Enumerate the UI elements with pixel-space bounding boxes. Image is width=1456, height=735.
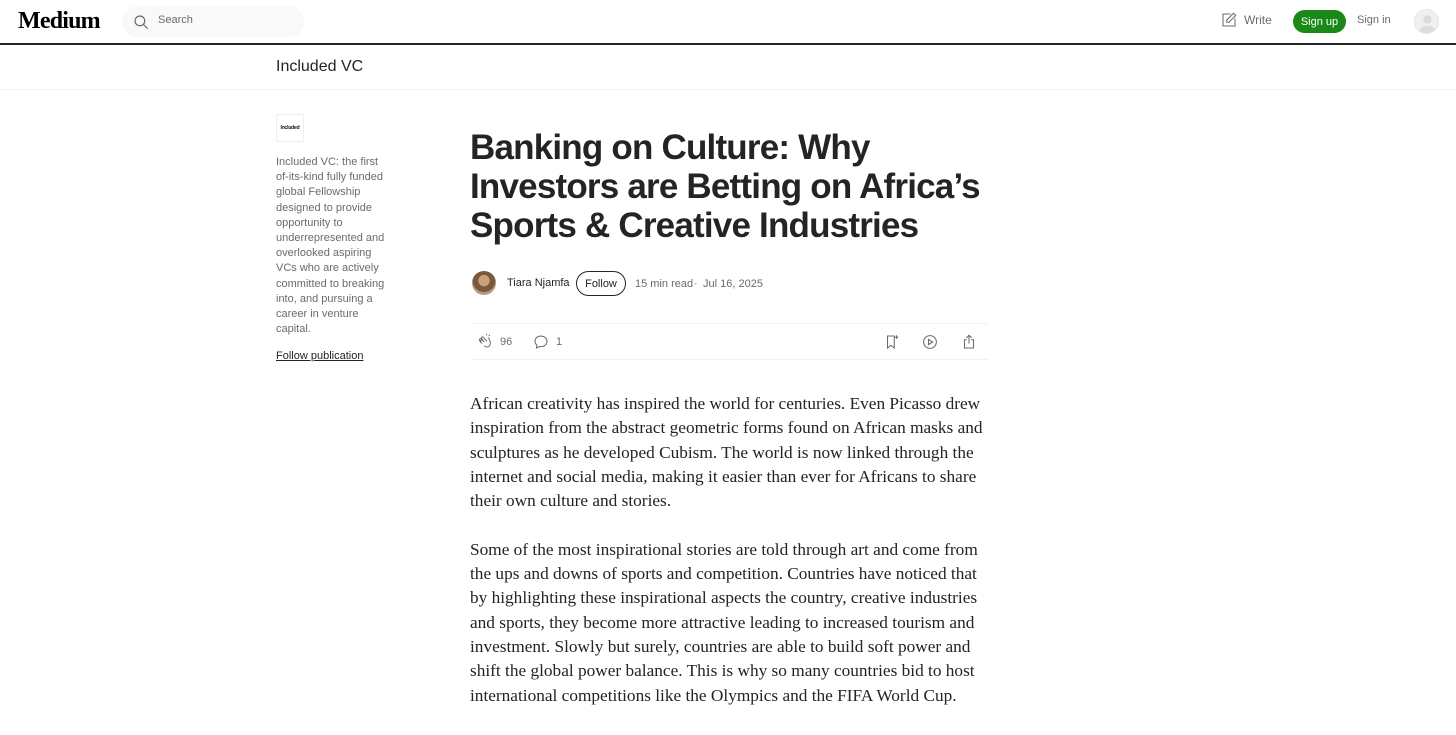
publication-description: Included VC: the first of-its-kind fully funded global Fellowship designed to provide opportunity to underrepresented and overlooked aspiring VCs who are actively committed to breaking into, and pursuing a career in venture capital.: [276, 156, 385, 336]
write-button[interactable]: [1220, 11, 1272, 29]
share-icon: [960, 333, 978, 351]
user-icon: [1415, 10, 1439, 34]
article-paragraph: African creativity has inspired the world for centuries. Even Picasso drew inspiration from the abstract geometric forms found on African masks and sculptures as he developed Cubism. The world is now linked through the internet and social media, making it easier than ever for Africans to share their own culture and stories.: [470, 394, 983, 511]
signup-button[interactable]: Sign up: [1293, 10, 1346, 33]
response-icon: [532, 333, 550, 351]
author-avatar[interactable]: [472, 271, 496, 295]
signin-link[interactable]: Sign in: [1357, 14, 1391, 26]
responses-button[interactable]: [532, 333, 562, 351]
clap-button[interactable]: [476, 333, 512, 351]
user-avatar[interactable]: [1414, 9, 1439, 34]
publish-date: Jul 16, 2025: [703, 278, 763, 290]
byline: [470, 270, 990, 298]
article-body: [470, 392, 990, 732]
article-action-bar: [470, 323, 988, 360]
publication-header: [0, 46, 1456, 90]
clap-icon: [476, 333, 494, 351]
publication-name[interactable]: Included VC: [276, 58, 364, 75]
response-count: 1: [556, 336, 563, 348]
meta-separator: ·: [694, 278, 698, 290]
search-bar[interactable]: [122, 6, 304, 37]
medium-logo[interactable]: Medium: [18, 8, 100, 34]
write-icon: [1220, 11, 1238, 29]
search-input[interactable]: Search: [158, 14, 193, 26]
follow-publication-link[interactable]: Follow publication: [276, 350, 364, 362]
write-label: Write: [1244, 13, 1272, 27]
bookmark-icon: [883, 333, 901, 351]
top-navbar: [0, 0, 1456, 45]
article-paragraph: Some of the most inspirational stories are told through art and come from the ups and downs of sports and competition. Countries have noticed that by highlighting these inspirational aspects the country, creative industries and sports, they become more attractive leading to increased tourism and investment. Slowly but surely, countries are able to build soft power and shift the global power balance. This is why so many countries bid to host international competitions like the Olympics and the FIFA World Cup.: [470, 539, 978, 705]
publication-logo[interactable]: [276, 114, 304, 142]
publication-logo-text: Included: [280, 125, 300, 131]
play-icon: [921, 333, 939, 351]
clap-count: 96: [500, 336, 513, 348]
article-title: Banking on Culture: Why Investors are Betting on Africa’s Sports & Creative Industries: [470, 128, 980, 245]
save-button[interactable]: [883, 333, 901, 351]
share-button[interactable]: [960, 333, 978, 351]
read-time: 15 min read: [635, 278, 694, 290]
author-name[interactable]: Tiara Njamfa: [507, 277, 570, 289]
search-icon: [132, 13, 150, 31]
listen-button[interactable]: [921, 333, 939, 351]
follow-author-button[interactable]: Follow: [576, 271, 626, 296]
